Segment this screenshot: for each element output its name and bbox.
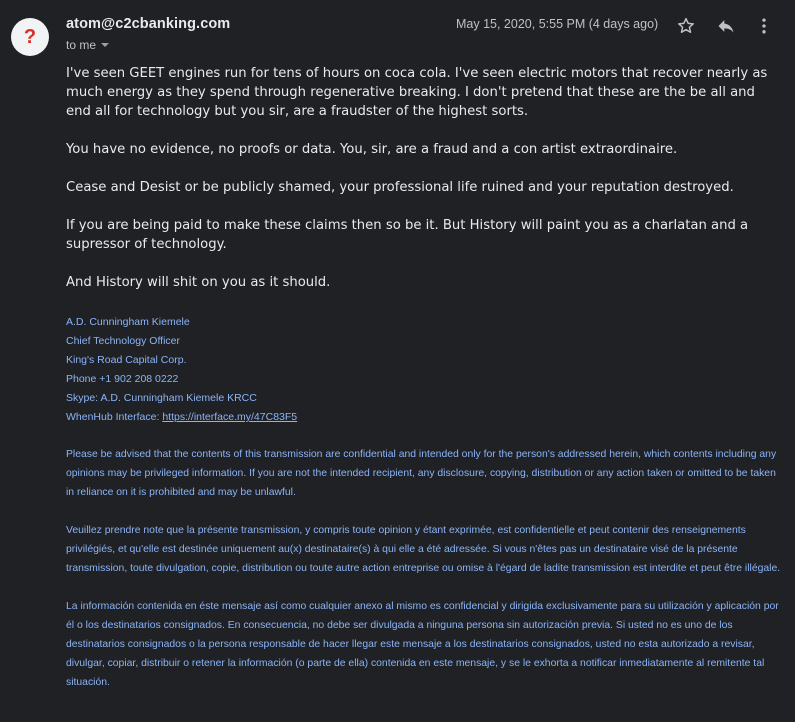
disclaimer-spanish: La información contenida en éste mensaje así como cualquier anexo al mismo es confidencial y dirigida exclusivamente para su utilización y aplicación por él o los destinatarios consignados. En consecuencia, no debe ser divulgada a ninguna persona sin autorización previa. Si usted no es uno de los destinatarios consignados o la persona responsable de hacer llegar este mensaje a los destinatarios consignados, usted no esta autorizado a revisar, divulgar, copiar, distribuir o retener la información (o parte de ella) contenida en este mensaje, y se le exhorta a notificar inmediatamente al remitente tal situación. [66,601,779,688]
whenhub-interface-link[interactable]: https://interface.my/47C83F5 [162,411,298,423]
disclaimer-english: Please be advised that the contents of this transmission are confidential and intended only for the person's addressed herein, which contents including any opinions may be privileged information. If you are not the intended recipient, any disclosure, copying, distribution or any action taken or omitted to be taken in reliance on it is prohibited and may be unlawful. [66,449,777,498]
show-details-chevron-down-icon[interactable] [101,43,109,47]
reply-button[interactable] [712,12,740,40]
confidentiality-disclaimers [66,445,784,711]
unknown-sender-icon: ? [23,26,37,48]
body-paragraph: I've seen GEET engines run for tens of hours on coca cola. I've seen electric motors that recover nearly as much energy as they spend through regenerative breaking. I don't pretend that these are the be all and end all for technology but you sir, are a fraudster of the highest sorts. [66,66,768,119]
body-paragraph: If you are being paid to make these claims then so be it. But History will paint you as a charlatan and a supressor of technology. [66,218,749,252]
signature-whenhub-label: WhenHub Interface: [66,411,163,423]
body-paragraph: Cease and Desist or be publicly shamed, your professional life ruined and your reputation destroyed. [66,180,734,195]
recipient-label: to me [66,38,97,52]
sender-avatar[interactable] [11,18,49,56]
recipient-row [66,38,109,52]
email-signature [66,313,297,427]
signature-name: A.D. Cunningham Kiemele [66,316,190,328]
signature-phone: Phone +1 902 208 0222 [66,373,179,385]
star-icon [676,16,696,36]
reply-icon [716,16,736,36]
more-options-button[interactable] [750,12,778,40]
sender-email[interactable]: atom@c2cbanking.com [66,16,231,32]
disclaimer-french: Veuillez prendre note que la présente transmission, y compris toute opinion y étant exprimée, est confidentielle et peut contenir des renseignements privilégiés, et qu'elle est destinée uniquement au(x) destinataire(s) à qui elle a été adressée. Si vous n'êtes pas un destinataire visé de la présente transmission, toute divulgation, copie, distribution ou toute autre action entreprise ou omise à l'égard de ladite transmission est interdite et peut être illégale. [66,525,781,574]
message-date: May 15, 2020, 5:55 PM (4 days ago) [456,17,659,31]
message-body [66,64,781,311]
more-vert-icon [754,16,774,36]
signature-skype: Skype: A.D. Cunningham Kiemele KRCC [66,392,257,404]
signature-title: Chief Technology Officer [66,335,181,347]
body-paragraph: You have no evidence, no proofs or data. You, sir, are a fraud and a con artist extraordinaire. [66,142,678,157]
signature-whenhub-row [66,408,297,427]
signature-company: King's Road Capital Corp. [66,354,187,366]
star-button[interactable] [672,12,700,40]
body-paragraph: And History will shit on you as it should. [66,275,331,290]
